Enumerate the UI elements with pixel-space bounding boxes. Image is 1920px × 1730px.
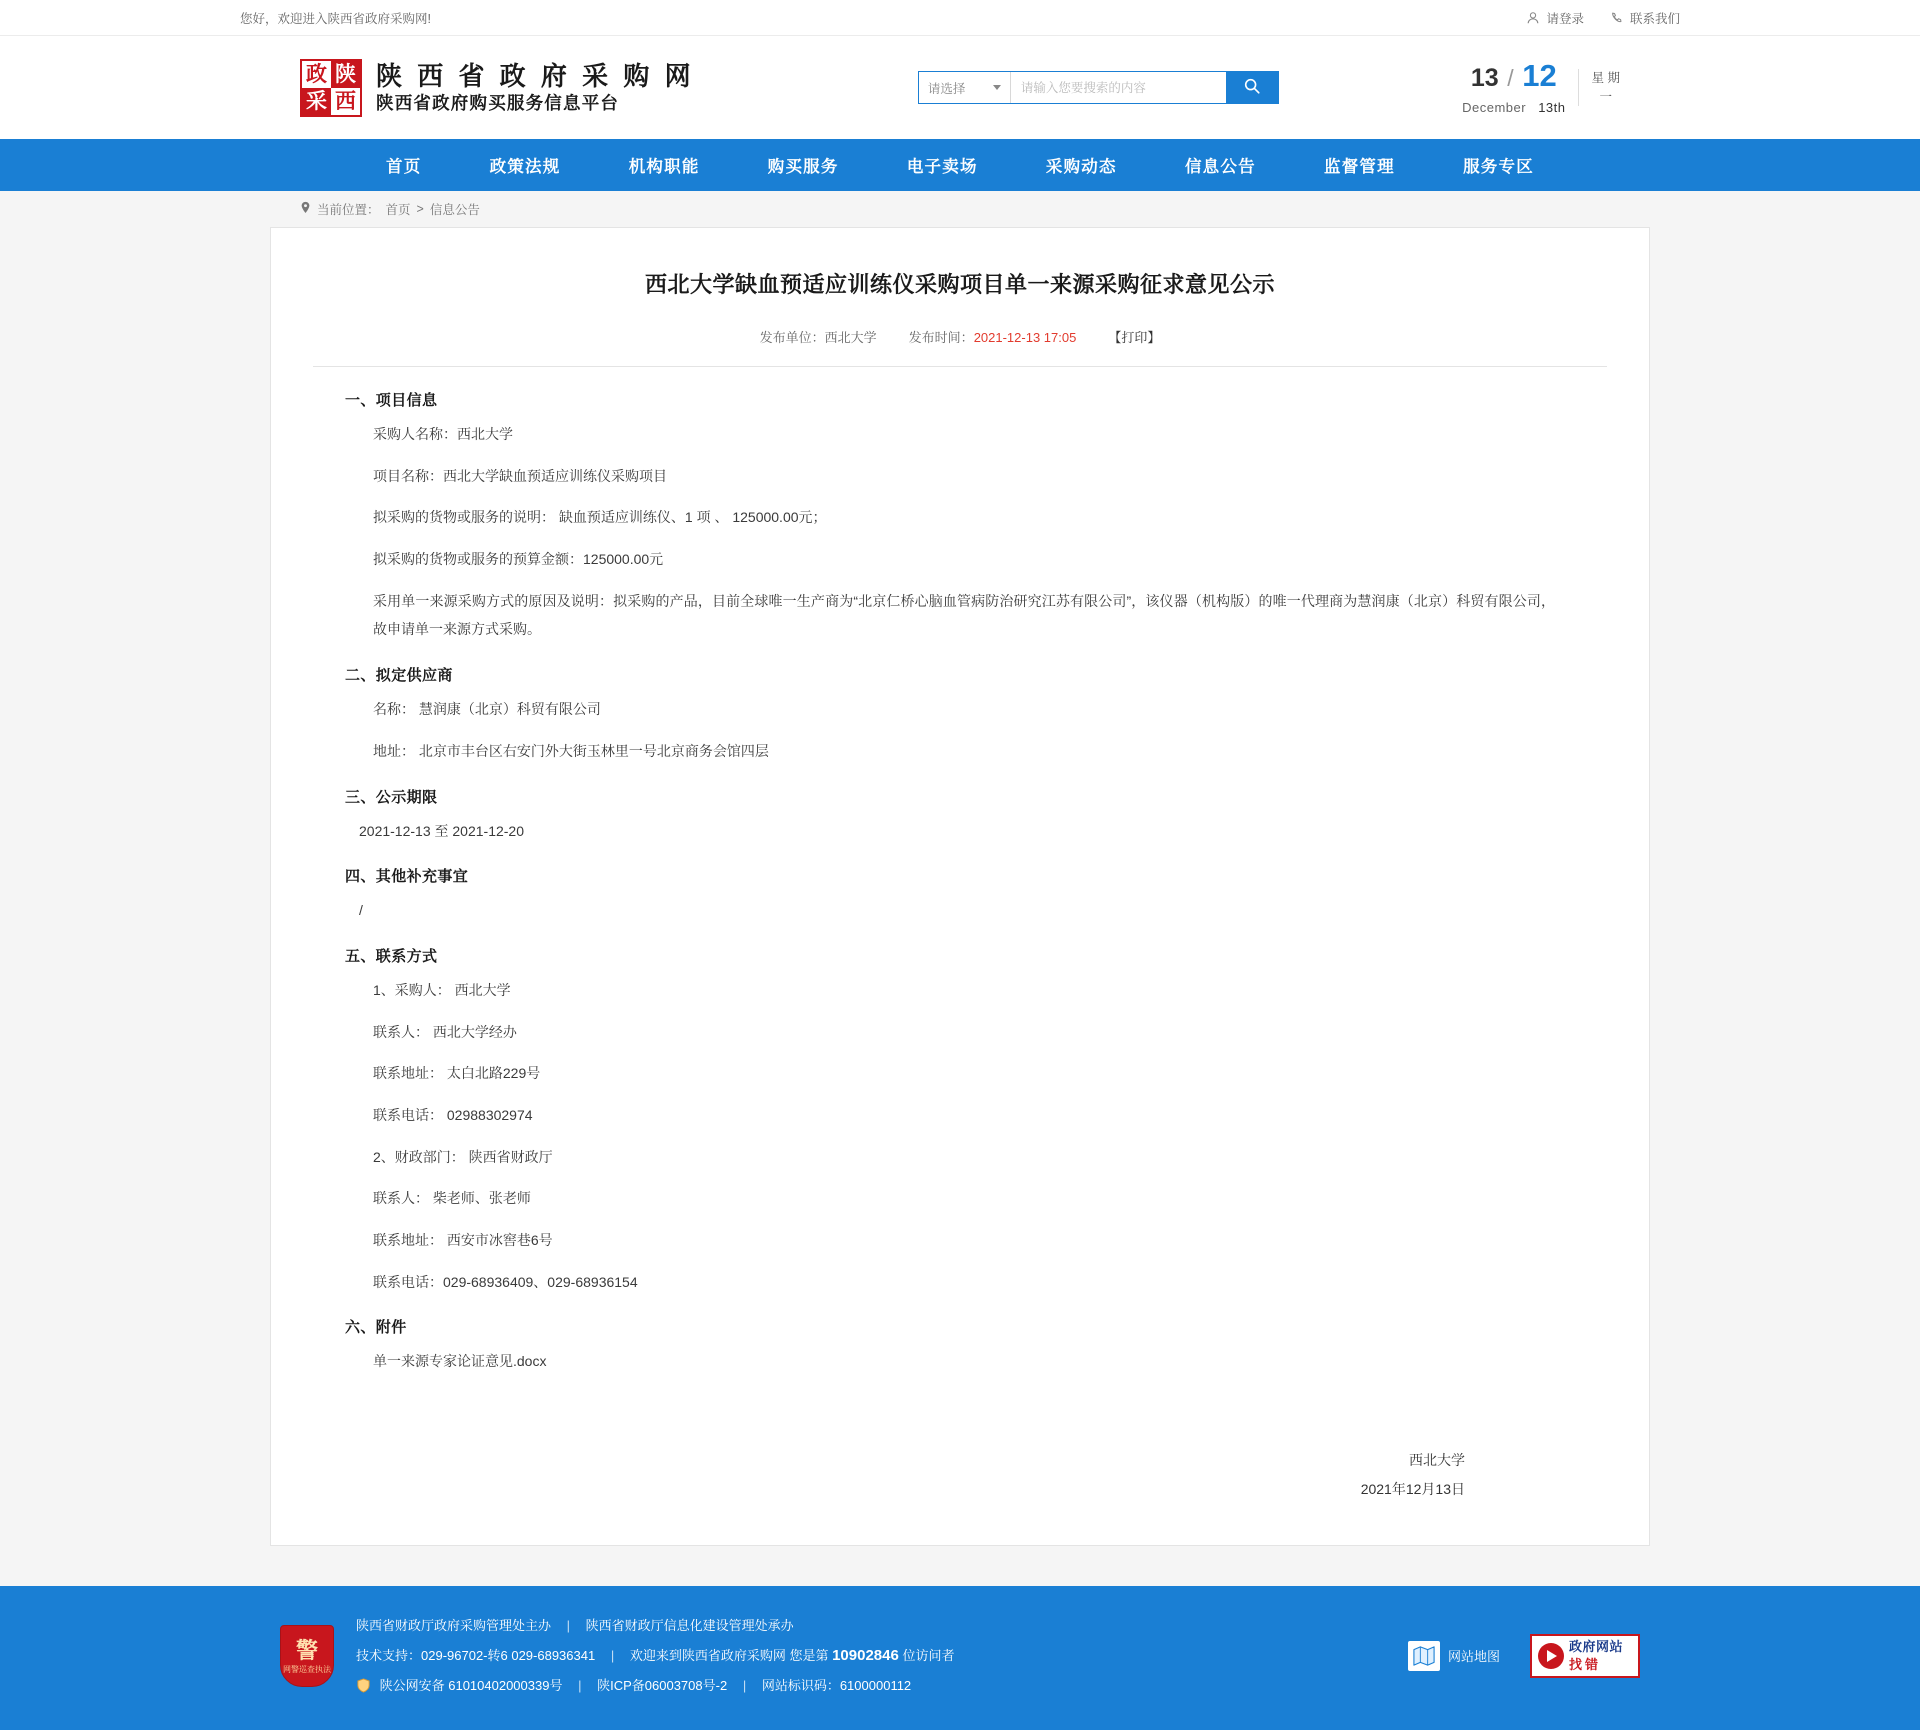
breadcrumb [240, 200, 1680, 218]
document-meta [313, 327, 1607, 367]
section-2-para-2: 地址： 北京市丰台区右安门外大街玉林里一号北京商务会馆四层 [373, 742, 769, 759]
search-icon [1243, 77, 1261, 98]
document-body [313, 367, 1607, 1505]
date-separator: / [1507, 65, 1514, 91]
search-input[interactable] [1011, 72, 1226, 103]
contact-label: 联系我们 [1629, 11, 1680, 26]
footer-sep-1: | [566, 1617, 571, 1633]
search-category-select[interactable] [919, 72, 1011, 103]
footer-operator: 陕西省财政厅信息化建设管理处承办 [585, 1617, 794, 1633]
cyber-police-badge-icon[interactable] [280, 1625, 334, 1687]
date-day: 13 [1470, 64, 1499, 92]
search-category-label: 请选择 [927, 81, 966, 96]
footer-sep-3: | [578, 1678, 582, 1694]
contact-link[interactable] [1610, 9, 1680, 27]
logo-char-3: 采 [306, 88, 327, 113]
section-3-para-1: 2021-12-13 至 2021-12-20 [359, 822, 525, 839]
brand-block[interactable] [240, 59, 695, 117]
logo-char-2: 陕 [335, 61, 356, 86]
breadcrumb-current[interactable]: 信息公告 [429, 203, 480, 217]
date-month: 12 [1522, 58, 1557, 93]
publish-time-label: 发布时间： [908, 330, 974, 345]
section-1-para-2: 项目名称：西北大学缺血预适应训练仪采购项目 [373, 467, 667, 484]
location-pin-icon [300, 201, 311, 217]
date-month-name: December [1462, 100, 1527, 115]
section-1-para-1: 采购人名称：西北大学 [373, 426, 513, 442]
publish-time-info [909, 327, 1077, 346]
gov-website-report-badge[interactable] [1530, 1634, 1640, 1678]
section-5-para-8: 联系电话：029-68936409、029-68936154 [373, 1273, 638, 1290]
main-navigation [0, 139, 1920, 191]
phone-icon [1610, 11, 1624, 25]
nav-emall[interactable]: 电子卖场 [906, 158, 978, 176]
welcome-text: 您好，欢迎进入陕西省政府采购网! [240, 11, 431, 26]
footer-icp[interactable]: 陕ICP备06003708号-2 [597, 1678, 728, 1694]
badge-caption: 网警巡查执法 [283, 1664, 331, 1674]
section-1-para-4: 拟采购的货物或服务的预算金额：125000.00元 [373, 551, 664, 568]
police-shield-icon [356, 1675, 371, 1690]
section-heading-4: 四、其他补充事宜 [345, 868, 469, 886]
site-search[interactable] [918, 71, 1279, 104]
nav-home[interactable]: 首页 [386, 158, 422, 176]
signature-date: 2021年12月13日 [1360, 1481, 1465, 1498]
footer-line-1 [356, 1612, 954, 1640]
nav-news[interactable]: 采购动态 [1045, 158, 1117, 176]
nav-policy[interactable]: 政策法规 [489, 158, 561, 176]
section-5-para-7: 联系地址： 西安市冰窖巷6号 [373, 1232, 553, 1248]
map-icon [1408, 1641, 1440, 1671]
search-button[interactable] [1226, 72, 1278, 103]
section-5-para-4: 联系电话： 02988302974 [373, 1106, 533, 1123]
footer-police-record[interactable]: 陕公网安备 61010402000339号 [379, 1678, 563, 1694]
brand-subtitle: 陕西省政府购买服务信息平台 [376, 93, 620, 114]
sitemap-label: 网站地图 [1447, 1649, 1500, 1665]
page-title: 西北大学缺血预适应训练仪采购项目单一来源采购征求意见公示 [644, 272, 1275, 297]
section-heading-2: 二、拟定供应商 [345, 667, 453, 685]
nav-announcements[interactable]: 信息公告 [1184, 158, 1256, 176]
section-5-para-6: 联系人： 柴老师、张老师 [373, 1190, 531, 1207]
section-5-para-2: 联系人： 西北大学经办 [373, 1023, 517, 1040]
top-utility-bar [0, 0, 1920, 36]
footer-host: 陕西省财政厅政府采购管理处主办 [356, 1617, 552, 1633]
publish-time-value: 2021-12-13 17:05 [973, 330, 1077, 345]
section-1-para-5: 采用单一来源采购方式的原因及说明：拟采购的产品，目前全球唯一生产商为“北京仁桥心脑血管病防治研究江苏有限公司”，该仪器（机构版）的唯一代理商为慧润康（北京）科贸有限公司，故申请单一来源方式采购。 [373, 592, 1555, 638]
nav-supervision[interactable]: 监督管理 [1324, 158, 1395, 176]
chevron-down-icon [993, 85, 1001, 90]
site-logo-icon [300, 59, 362, 117]
logo-char-1: 政 [302, 61, 331, 88]
footer-site-code: 网站标识码：6100000112 [761, 1678, 912, 1694]
footer-tech-support: 技术支持：029-96702-转6 029-68936341 [356, 1647, 596, 1663]
footer-line-3 [356, 1672, 954, 1700]
section-heading-6: 六、附件 [345, 1319, 407, 1337]
footer-visitor-pre: 欢迎来到陕西省政府采购网 您是第 [629, 1647, 829, 1663]
content-area [0, 227, 1920, 1586]
section-5-para-1: 1、采购人： 西北大学 [373, 981, 511, 998]
login-label: 请登录 [1546, 11, 1584, 26]
section-1-para-3: 拟采购的货物或服务的说明： 缺血预适应训练仪、1 项 、 125000.00元； [373, 509, 827, 526]
signature-org: 西北大学 [1409, 1452, 1465, 1469]
section-5-para-3: 联系地址： 太白北路229号 [373, 1065, 541, 1082]
section-heading-3: 三、公示期限 [345, 788, 438, 806]
site-header [0, 36, 1920, 139]
breadcrumb-bar [0, 191, 1920, 227]
gov-badge-line2: 找错 [1569, 1656, 1602, 1672]
weekday-value: 一 [1599, 89, 1613, 104]
attachment-link[interactable]: 单一来源专家论证意见.docx [373, 1353, 547, 1370]
footer-line-2 [356, 1640, 954, 1672]
section-2-para-1: 名称： 慧润康（北京）科贸有限公司 [373, 701, 601, 718]
footer-sep-2: | [610, 1647, 615, 1663]
section-5-para-5: 2、财政部门： 陕西省财政厅 [373, 1148, 553, 1165]
publisher-info [760, 327, 877, 346]
gov-badge-line1: 政府网站 [1569, 1638, 1624, 1654]
section-heading-1: 一、项目信息 [345, 392, 438, 409]
section-heading-5: 五、联系方式 [345, 947, 438, 965]
footer-visitor-post: 位访问者 [902, 1647, 955, 1663]
footer-visitor-count: 10902846 [832, 1646, 899, 1664]
breadcrumb-separator: > [416, 202, 424, 216]
site-footer [0, 1586, 1920, 1730]
date-day-ordinal: 13th [1538, 100, 1566, 115]
nav-purchase-service[interactable]: 购买服务 [767, 158, 839, 176]
user-icon [1526, 11, 1540, 25]
print-button[interactable]: 【打印】 [1108, 330, 1161, 345]
document-signature [345, 1446, 1575, 1505]
sitemap-link[interactable] [1408, 1641, 1500, 1671]
badge-glyph: 警 [295, 1637, 318, 1663]
publisher-label: 发布单位： [759, 330, 825, 345]
nav-service-zone[interactable]: 服务专区 [1463, 158, 1534, 176]
breadcrumb-prefix: 当前位置： [317, 203, 380, 217]
publisher-value: 西北大学 [824, 330, 877, 345]
breadcrumb-home[interactable]: 首页 [385, 203, 411, 217]
footer-sep-4: | [742, 1678, 747, 1694]
weekday-label: 星 期 [1591, 71, 1620, 86]
announcement-card [270, 227, 1650, 1546]
brand-title: 陕 西 省 政 府 采 购 网 [376, 60, 695, 91]
login-link[interactable] [1526, 9, 1584, 27]
logo-char-4: 西 [331, 88, 360, 115]
date-widget [1462, 60, 1680, 115]
report-arrow-icon [1538, 1643, 1564, 1669]
section-4-para-1: / [359, 902, 363, 919]
nav-functions[interactable]: 机构职能 [628, 158, 700, 176]
